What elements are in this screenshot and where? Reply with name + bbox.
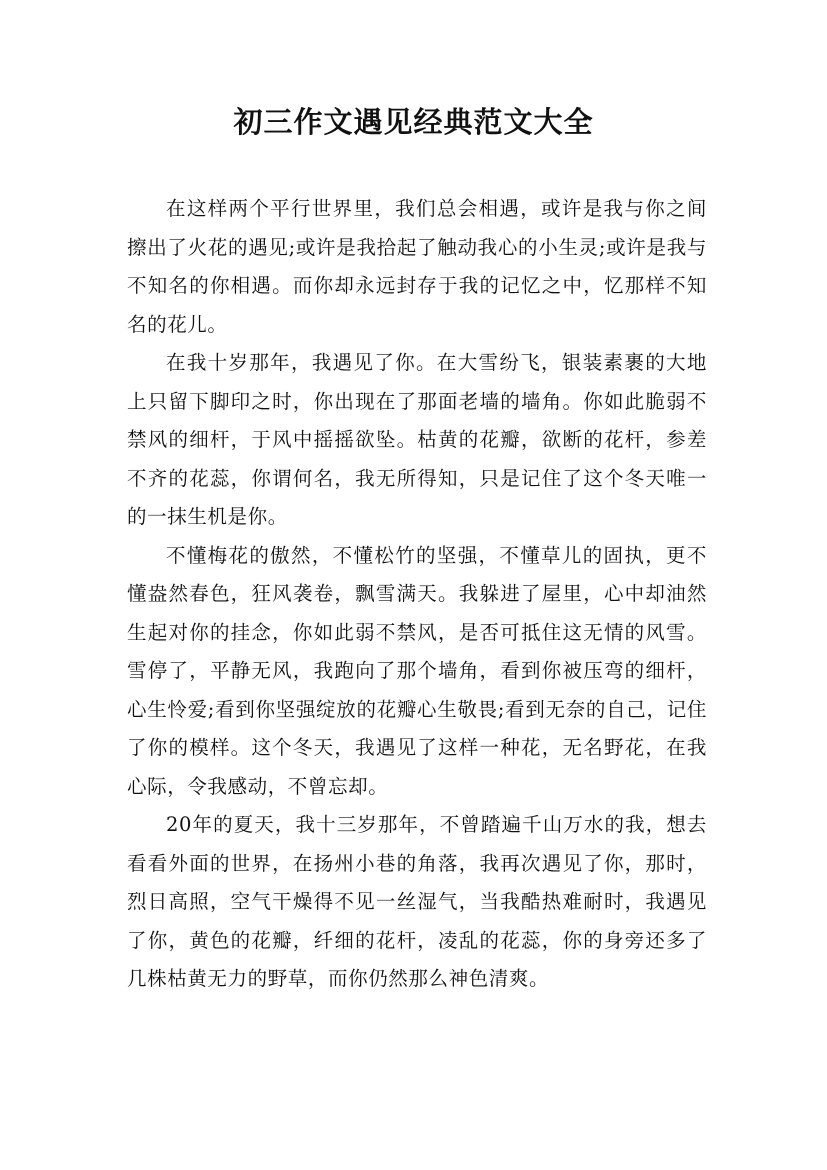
paragraph: 在这样两个平行世界里，我们总会相遇，或许是我与你之间擦出了火花的遇见;或许是我拾起了触动我心的小生灵;或许是我与不知名的你相遇。而你却永远封存于我的记忆之中，忆那样不知名的花儿。	[127, 197, 707, 336]
paragraph: 20年的夏天，我十三岁那年，不曾踏遍千山万水的我，想去看看外面的世界，在扬州小巷的角落，我再次遇见了你，那时，烈日高照，空气干燥得不见一丝湿气，当我酷热难耐时，我遇见了你，黄色的花瓣，纤细的花杆，凌乱的花蕊，你的身旁还多了几株枯黄无力的野草，而你仍然那么神色清爽。	[127, 813, 707, 990]
document-body	[127, 190, 707, 999]
paragraph: 不懂梅花的傲然，不懂松竹的坚强，不懂草儿的固执，更不懂盎然春色，狂风袭卷，飘雪满天。我躲进了屋里，心中却油然生起对你的挂念，你如此弱不禁风，是否可抵住这无情的风雪。雪停了，平静无风，我跑向了那个墙角，看到你被压弯的细杆，心生怜爱;看到你坚强绽放的花瓣心生敬畏;看到无奈的自己，记住了你的模样。这个冬天，我遇见了这样一种花，无名野花，在我心际，令我感动，不曾忘却。	[127, 543, 707, 798]
paragraph: 在我十岁那年，我遇见了你。在大雪纷飞，银装素裹的大地上只留下脚印之时，你出现在了那面老墙的墙角。你如此脆弱不禁风的细杆，于风中摇摇欲坠。枯黄的花瓣，欲断的花杆，参差不齐的花蕊，你谓何名，我无所得知，只是记住了这个冬天唯一的一抹生机是你。	[127, 351, 707, 528]
document-title: 初三作文遇见经典范文大全	[233, 105, 594, 139]
